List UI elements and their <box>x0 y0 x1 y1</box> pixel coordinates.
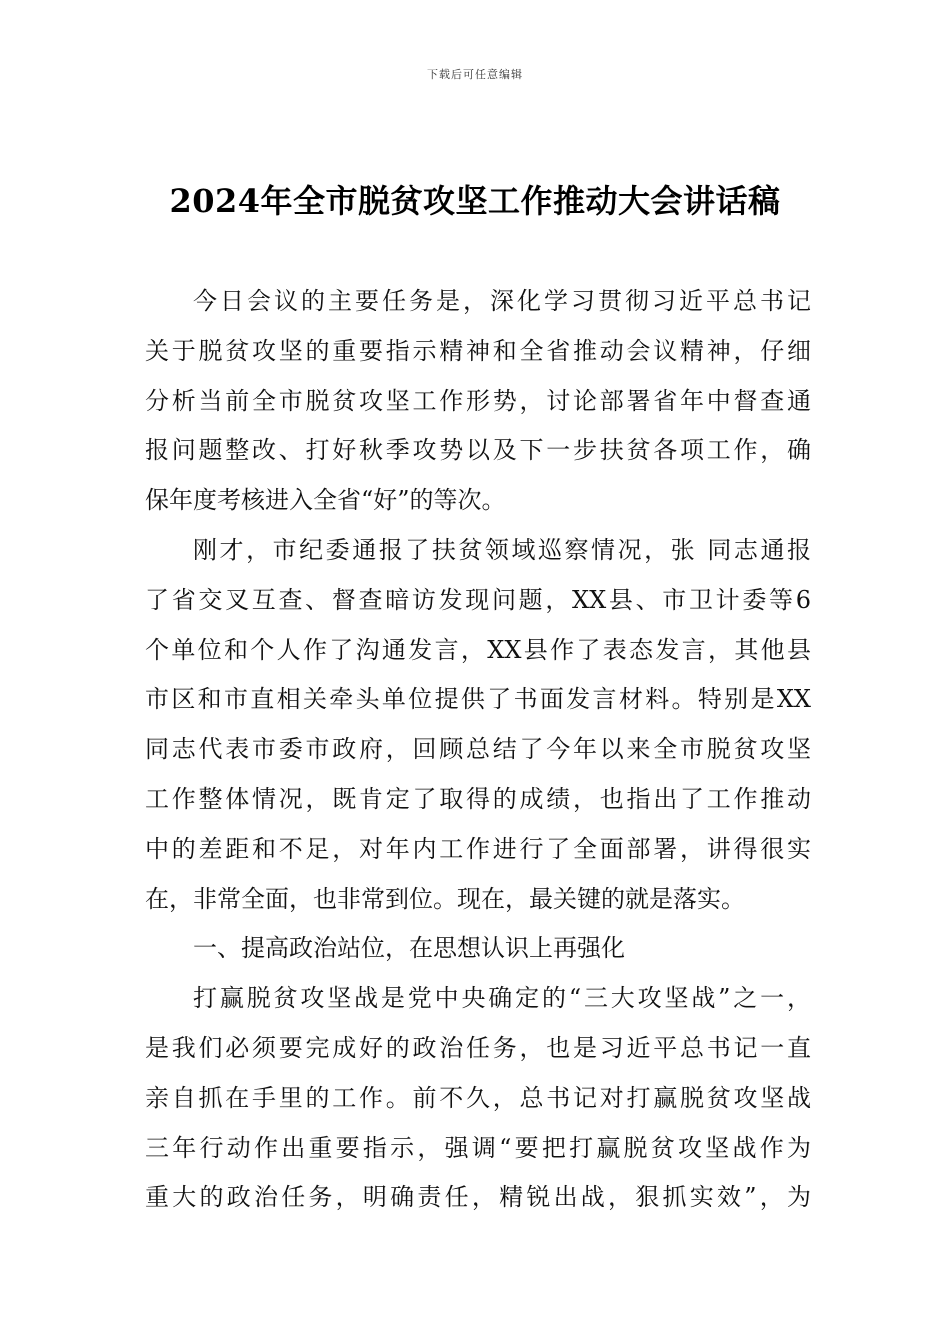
paragraph-1-line-4: 报问题整改、打好秋季攻势以及下一步扶贫各项工作，确 <box>145 436 811 465</box>
header-note: 下载后可任意编辑 <box>427 68 523 81</box>
paragraph-1-line-2: 关于脱贫攻坚的重要指示精神和全省推动会议精神，仔细 <box>145 336 811 365</box>
paragraph-2-line-4: 市区和市直相关牵头单位提供了书面发言材料。特别是XX <box>145 685 811 714</box>
document-body <box>145 277 811 1223</box>
paragraph-1-line-5: 保年度考核进入全省“好”的等次。 <box>145 486 506 515</box>
document-title: 2024年全市脱贫攻坚工作推动大会讲话稿 <box>169 182 781 220</box>
paragraph-3-line-1: 打赢脱贫攻坚战是党中央确定的“三大攻坚战”之一， <box>193 984 811 1013</box>
paragraph-2-line-8: 在，非常全面，也非常到位。现在，最关键的就是落实。 <box>145 884 745 913</box>
paragraph-2-line-1: 刚才，市纪委通报了扶贫领域巡察情况，张 同志通报 <box>193 535 811 564</box>
paragraph-2-line-7: 中的差距和不足，对年内工作进行了全面部署，讲得很实 <box>145 834 811 863</box>
paragraph-1-line-1: 今日会议的主要任务是，深化学习贯彻习近平总书记 <box>193 287 811 315</box>
paragraph-3-line-2: 是我们必须要完成好的政治任务，也是习近平总书记一直 <box>145 1033 811 1062</box>
paragraph-3-line-5: 重大的政治任务，明确责任，精锐出战，狠抓实效”，为 <box>145 1183 811 1212</box>
paragraph-2-line-6: 工作整体情况，既肯定了取得的成绩，也指出了工作推动 <box>145 784 811 813</box>
paragraph-3-line-4: 三年行动作出重要指示，强调“要把打赢脱贫攻坚战作为 <box>145 1133 811 1162</box>
paragraph-2-line-5: 同志代表市委市政府，回顾总结了今年以来全市脱贫攻坚 <box>145 735 811 764</box>
paragraph-1-line-3: 分析当前全市脱贫攻坚工作形势，讨论部署省年中督查通 <box>145 386 811 415</box>
section-heading-1: 一、提高政治站位，在思想认识上再强化 <box>193 934 625 963</box>
paragraph-2-line-2: 了省交叉互查、督查暗访发现问题，XX县、市卫计委等6 <box>145 585 811 614</box>
paragraph-2-line-3: 个单位和个人作了沟通发言，XX县作了表态发言，其他县 <box>145 635 811 664</box>
paragraph-3-line-3: 亲自抓在手里的工作。前不久，总书记对打赢脱贫攻坚战 <box>145 1083 811 1112</box>
